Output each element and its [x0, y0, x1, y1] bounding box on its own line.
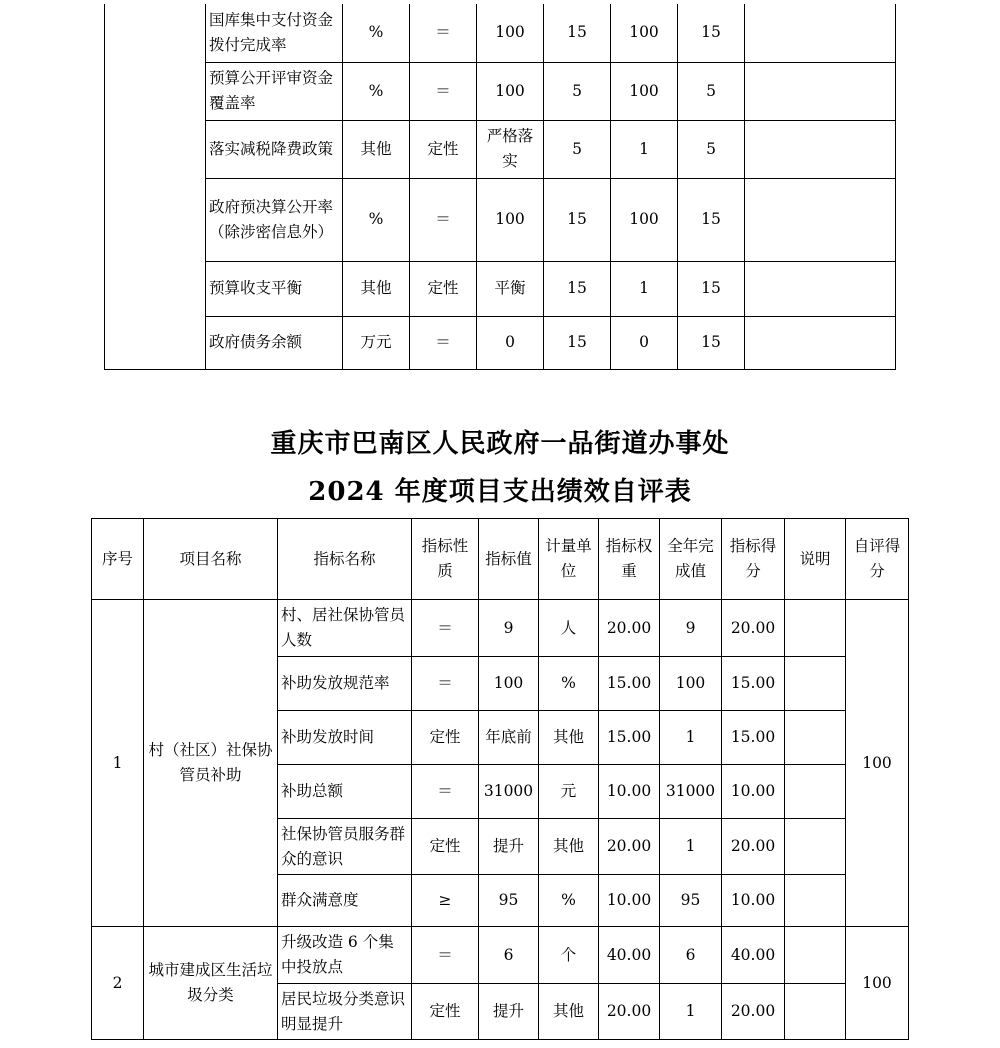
score-cell: 15: [678, 178, 745, 261]
project-name: 城市建成区生活垃圾分类: [144, 927, 278, 1040]
score-cell: 15: [678, 261, 745, 316]
note-cell: [785, 927, 846, 984]
nature-cell: ＝: [410, 178, 477, 261]
target-cell: 100: [477, 62, 544, 120]
weight-cell: 15: [544, 261, 611, 316]
target-cell: 平衡: [477, 261, 544, 316]
nature-cell: 定性: [410, 261, 477, 316]
table-row: [105, 4, 896, 62]
value-cell: 提升: [479, 984, 539, 1040]
weight-cell: 15.00: [599, 711, 660, 765]
project-number: 1: [92, 600, 144, 927]
indicator-name: 政府预决算公开率（除涉密信息外）: [206, 178, 343, 261]
nature-cell: ＝: [410, 4, 477, 62]
nature-cell: 定性: [412, 819, 479, 875]
header-cell: 指标值: [479, 519, 539, 600]
score-cell: 5: [678, 62, 745, 120]
weight-cell: 40.00: [599, 927, 660, 984]
note-cell: [745, 120, 896, 178]
unit-cell: 人: [539, 600, 599, 657]
score-cell: 20.00: [722, 984, 785, 1040]
indicator-name: 居民垃圾分类意识明显提升: [278, 984, 412, 1040]
value-cell: 31000: [479, 765, 539, 819]
score-cell: 15.00: [722, 711, 785, 765]
actual-cell: 100: [611, 4, 678, 62]
unit-cell: 万元: [343, 316, 410, 369]
header-cell: 序号: [92, 519, 144, 600]
unit-cell: %: [343, 178, 410, 261]
unit-cell: 其他: [539, 819, 599, 875]
target-cell: 0: [477, 316, 544, 369]
unit-cell: 其他: [343, 261, 410, 316]
indicator-name: 预算公开评审资金覆盖率: [206, 62, 343, 120]
document-title: 重庆市巴南区人民政府一品街道办事处: [270, 429, 730, 459]
header-row: [92, 519, 909, 600]
weight-cell: 20.00: [599, 819, 660, 875]
note-cell: [785, 600, 846, 657]
note-cell: [745, 261, 896, 316]
score-cell: 15.00: [722, 657, 785, 711]
weight-cell: 15: [544, 316, 611, 369]
nature-cell: ＝: [410, 62, 477, 120]
target-cell: 严格落实: [477, 120, 544, 178]
indicator-name: 落实减税降费政策: [206, 120, 343, 178]
header-cell: 指标权重: [599, 519, 660, 600]
header-cell: 自评得分: [846, 519, 909, 600]
table-row: [92, 600, 909, 657]
actual-cell: 1: [611, 261, 678, 316]
score-cell: 15: [678, 316, 745, 369]
indicator-name: 升级改造 6 个集中投放点: [278, 927, 412, 984]
value-cell: 100: [479, 657, 539, 711]
indicator-name: 国库集中支付资金拨付完成率: [206, 4, 343, 62]
unit-cell: %: [343, 62, 410, 120]
note-cell: [785, 711, 846, 765]
actual-cell: 100: [611, 178, 678, 261]
project-performance-table: [91, 518, 909, 1040]
nature-cell: 定性: [412, 984, 479, 1040]
header-cell: 全年完成值: [660, 519, 722, 600]
weight-cell: 15: [544, 4, 611, 62]
target-cell: 100: [477, 4, 544, 62]
actual-cell: 0: [611, 316, 678, 369]
value-cell: 95: [479, 875, 539, 927]
header-cell: 计量单位: [539, 519, 599, 600]
actual-cell: 100: [611, 62, 678, 120]
score-cell: 20.00: [722, 819, 785, 875]
value-cell: 年底前: [479, 711, 539, 765]
unit-cell: 其他: [539, 984, 599, 1040]
note-cell: [745, 316, 896, 369]
indicator-name: 群众满意度: [278, 875, 412, 927]
actual-cell: 1: [611, 120, 678, 178]
unit-cell: %: [539, 657, 599, 711]
actual-cell: 31000: [660, 765, 722, 819]
table-row: [105, 62, 896, 120]
note-cell: [785, 875, 846, 927]
note-cell: [785, 819, 846, 875]
indicator-name: 村、居社保协管员人数: [278, 600, 412, 657]
table-row: [92, 927, 909, 984]
nature-cell: 定性: [410, 120, 477, 178]
score-cell: 5: [678, 120, 745, 178]
score-cell: 10.00: [722, 875, 785, 927]
target-cell: 100: [477, 178, 544, 261]
unit-cell: 个: [539, 927, 599, 984]
weight-cell: 5: [544, 120, 611, 178]
unit-cell: 元: [539, 765, 599, 819]
score-cell: 10.00: [722, 765, 785, 819]
self-score: 100: [846, 600, 909, 927]
nature-cell: ＝: [410, 316, 477, 369]
nature-cell: ＝: [412, 927, 479, 984]
indicator-name: 补助发放时间: [278, 711, 412, 765]
actual-cell: 1: [660, 819, 722, 875]
actual-cell: 100: [660, 657, 722, 711]
unit-cell: %: [539, 875, 599, 927]
indicator-name: 预算收支平衡: [206, 261, 343, 316]
note-cell: [745, 178, 896, 261]
indicator-name: 社保协管员服务群众的意识: [278, 819, 412, 875]
actual-cell: 1: [660, 984, 722, 1040]
value-cell: 提升: [479, 819, 539, 875]
top-indicator-table: [104, 4, 896, 370]
weight-cell: 5: [544, 62, 611, 120]
table-row: [105, 178, 896, 261]
header-cell: 指标得分: [722, 519, 785, 600]
actual-cell: 6: [660, 927, 722, 984]
weight-cell: 10.00: [599, 765, 660, 819]
merged-category-cell: [105, 4, 206, 369]
nature-cell: ＝: [412, 657, 479, 711]
score-cell: 20.00: [722, 600, 785, 657]
note-cell: [745, 62, 896, 120]
indicator-name: 政府债务余额: [206, 316, 343, 369]
project-name: 村（社区）社保协管员补助: [144, 600, 278, 927]
header-cell: 说明: [785, 519, 846, 600]
unit-cell: 其他: [343, 120, 410, 178]
note-cell: [785, 984, 846, 1040]
nature-cell: ≥: [412, 875, 479, 927]
value-cell: 6: [479, 927, 539, 984]
actual-cell: 95: [660, 875, 722, 927]
indicator-name: 补助发放规范率: [278, 657, 412, 711]
project-number: 2: [92, 927, 144, 1040]
header-cell: 指标名称: [278, 519, 412, 600]
document-subtitle: 2024 年度项目支出绩效自评表: [308, 477, 692, 507]
header-cell: 项目名称: [144, 519, 278, 600]
actual-cell: 1: [660, 711, 722, 765]
nature-cell: 定性: [412, 711, 479, 765]
note-cell: [745, 4, 896, 62]
unit-cell: %: [343, 4, 410, 62]
unit-cell: 其他: [539, 711, 599, 765]
self-score: 100: [846, 927, 909, 1040]
indicator-name: 补助总额: [278, 765, 412, 819]
value-cell: 9: [479, 600, 539, 657]
actual-cell: 9: [660, 600, 722, 657]
table-row: [105, 316, 896, 369]
weight-cell: 15.00: [599, 657, 660, 711]
nature-cell: ＝: [412, 765, 479, 819]
weight-cell: 20.00: [599, 600, 660, 657]
weight-cell: 15: [544, 178, 611, 261]
note-cell: [785, 765, 846, 819]
score-cell: 15: [678, 4, 745, 62]
weight-cell: 20.00: [599, 984, 660, 1040]
nature-cell: ＝: [412, 600, 479, 657]
table-row: [105, 261, 896, 316]
note-cell: [785, 657, 846, 711]
header-cell: 指标性质: [412, 519, 479, 600]
score-cell: 40.00: [722, 927, 785, 984]
table-row: [105, 120, 896, 178]
weight-cell: 10.00: [599, 875, 660, 927]
